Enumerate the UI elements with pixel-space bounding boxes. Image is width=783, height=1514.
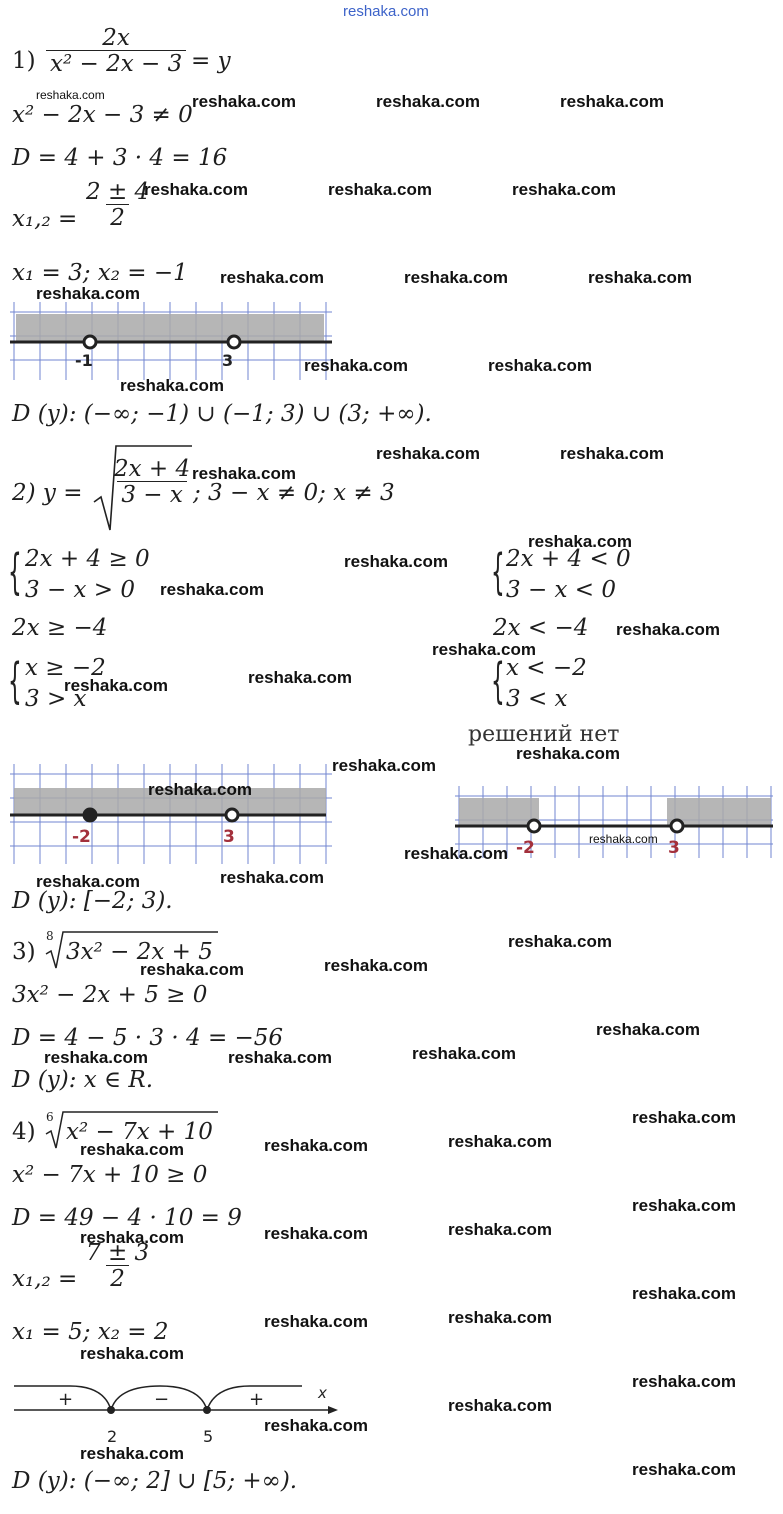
watermark: reshaka.com xyxy=(220,268,324,287)
problem-4-roots-fraction xyxy=(82,1242,153,1291)
system-b2-line-2: 3 < x xyxy=(506,686,568,712)
root-index: 8 xyxy=(46,929,54,943)
watermark: reshaka.com xyxy=(220,868,324,887)
watermark: reshaka.com xyxy=(332,756,436,775)
problem-4-roots-lhs: x₁,₂ = xyxy=(12,1266,78,1292)
fraction-denominator: 2 xyxy=(106,204,129,230)
fraction-denominator: 3 − x xyxy=(117,481,187,507)
problem-2-condition: ; 3 − x ≠ 0; x ≠ 3 xyxy=(193,480,395,506)
axis-arrow xyxy=(328,1406,338,1414)
fraction-numerator: 2x xyxy=(102,25,130,51)
watermark: reshaka.com xyxy=(432,640,536,659)
watermark: reshaka.com xyxy=(140,960,244,979)
open-point xyxy=(84,336,96,348)
watermark: reshaka.com xyxy=(228,1048,332,1067)
system-a-line-2: 3 − x > 0 xyxy=(25,577,136,603)
watermark: reshaka.com xyxy=(264,1136,368,1155)
watermark: reshaka.com xyxy=(632,1196,736,1215)
problem-1-fraction xyxy=(46,27,186,76)
tick-label: 3 xyxy=(668,838,680,858)
problem-2-number-line-a xyxy=(10,764,332,864)
watermark: reshaka.com xyxy=(412,1044,516,1063)
watermark: reshaka.com xyxy=(376,92,480,111)
watermark: reshaka.com xyxy=(632,1284,736,1303)
tick-label: 3 xyxy=(223,827,235,847)
watermark: reshaka.com xyxy=(160,580,264,599)
system-a2-line-2: 3 > x xyxy=(25,686,87,712)
fraction-numerator: 7 ± 3 xyxy=(86,1240,150,1266)
sign-label: + xyxy=(58,1389,74,1410)
watermark: reshaka.com xyxy=(36,872,140,891)
watermark: reshaka.com xyxy=(44,1048,148,1067)
watermark: reshaka.com xyxy=(144,180,248,199)
problem-1-number-line xyxy=(10,302,332,380)
system-b-line-1: 2x + 4 < 0 xyxy=(506,546,631,572)
watermark: reshaka.com xyxy=(324,956,428,975)
problem-2-answer: D (y): [−2; 3). xyxy=(12,888,173,914)
root-index: 6 xyxy=(46,1110,54,1124)
open-point xyxy=(671,820,683,832)
watermark: reshaka.com xyxy=(264,1416,368,1435)
watermark: reshaka.com xyxy=(80,1228,184,1247)
closed-point xyxy=(203,1406,211,1414)
tick-label: 3 xyxy=(222,351,234,370)
brace: { xyxy=(8,544,22,600)
problem-3-discriminant: D = 4 − 5 · 3 · 4 = −56 xyxy=(12,1025,284,1051)
watermark: reshaka.com xyxy=(328,180,432,199)
problem-1-roots: x₁ = 3; x₂ = −1 xyxy=(12,260,188,286)
tick-label: 5 xyxy=(203,1427,214,1446)
fraction-denominator: x² − 2x − 3 xyxy=(46,50,186,76)
system-b-result: 2x < −4 xyxy=(493,615,589,641)
watermark: reshaka.com xyxy=(632,1108,736,1127)
watermark: reshaka.com xyxy=(80,1344,184,1363)
shaded-region-left xyxy=(459,798,539,826)
brace: { xyxy=(8,653,22,709)
site-watermark-top: reshaka.com xyxy=(343,3,429,20)
watermark: reshaka.com xyxy=(632,1372,736,1391)
watermark: reshaka.com xyxy=(264,1224,368,1243)
system-b-line-2: 3 − x < 0 xyxy=(506,577,617,603)
brace: { xyxy=(491,653,505,709)
watermark: reshaka.com xyxy=(80,1444,184,1463)
watermark: reshaka.com xyxy=(560,444,664,463)
closed-point xyxy=(84,809,96,821)
watermark: reshaka.com xyxy=(448,1308,552,1327)
tick-label: 2 xyxy=(107,1427,118,1446)
tick-label: -2 xyxy=(516,838,535,858)
system-a2-line-1: x ≥ −2 xyxy=(25,655,106,681)
problem-1-answer: D (y): (−∞; −1) ∪ (−1; 3) ∪ (3; +∞). xyxy=(12,401,432,427)
brace: { xyxy=(491,544,505,600)
watermark: reshaka.com xyxy=(404,844,508,863)
watermark: reshaka.com xyxy=(404,268,508,287)
watermark: reshaka.com xyxy=(616,620,720,639)
watermark: reshaka.com xyxy=(512,180,616,199)
watermark: reshaka.com xyxy=(488,356,592,375)
watermark: reshaka.com xyxy=(64,676,168,695)
problem-4-number: 4) xyxy=(12,1119,36,1145)
watermark: reshaka.com xyxy=(508,932,612,951)
system-b2-line-1: x < −2 xyxy=(506,655,587,681)
problem-4-sign-chart xyxy=(10,1380,340,1450)
problem-2-lhs: 2) y = xyxy=(12,480,83,506)
watermark: reshaka.com xyxy=(448,1396,552,1415)
open-point xyxy=(228,336,240,348)
watermark: reshaka.com xyxy=(248,668,352,687)
fraction-denominator: 2 xyxy=(106,1265,129,1291)
watermark: reshaka.com xyxy=(304,356,408,375)
watermark: reshaka.com xyxy=(80,1140,184,1159)
watermark: reshaka.com xyxy=(36,284,140,303)
watermark: reshaka.com xyxy=(36,88,105,102)
problem-1-equals: = y xyxy=(191,48,231,74)
problem-3-radicand: 3x² − 2x + 5 xyxy=(66,939,213,965)
watermark: reshaka.com xyxy=(596,1020,700,1039)
watermark: reshaka.com xyxy=(632,1460,736,1479)
fraction-numerator: 2x + 4 xyxy=(114,456,191,482)
watermark: reshaka.com xyxy=(588,268,692,287)
watermark: reshaka.com xyxy=(192,464,296,483)
watermark: reshaka.com xyxy=(589,832,658,846)
tick-label: -1 xyxy=(75,351,93,370)
tick-label: -2 xyxy=(72,827,91,847)
watermark: reshaka.com xyxy=(120,376,224,395)
watermark: reshaka.com xyxy=(528,532,632,551)
watermark: reshaka.com xyxy=(448,1220,552,1239)
problem-1-discriminant: D = 4 + 3 · 4 = 16 xyxy=(12,145,228,171)
problem-3-answer: D (y): x ∈ R. xyxy=(12,1067,153,1093)
no-solutions-label: решений нет xyxy=(468,722,620,747)
system-a-result: 2x ≥ −4 xyxy=(12,615,108,641)
problem-1-roots-fraction xyxy=(82,181,153,230)
axis-label: x xyxy=(318,1384,327,1402)
problem-3-inequality: 3x² − 2x + 5 ≥ 0 xyxy=(12,982,208,1008)
watermark: reshaka.com xyxy=(148,780,252,799)
watermark: reshaka.com xyxy=(376,444,480,463)
watermark: reshaka.com xyxy=(192,92,296,111)
fraction-numerator: 2 ± 4 xyxy=(86,179,150,205)
problem-4-roots: x₁ = 5; x₂ = 2 xyxy=(12,1319,169,1345)
problem-4-inequality: x² − 7x + 10 ≥ 0 xyxy=(12,1162,208,1188)
problem-1-roots-lhs: x₁,₂ = xyxy=(12,206,78,232)
problem-4-answer: D (y): (−∞; 2] ∪ [5; +∞). xyxy=(12,1468,298,1494)
problem-3-number: 3) xyxy=(12,939,36,965)
problem-2-radicand xyxy=(110,458,194,507)
problem-1-number: 1) xyxy=(12,48,36,74)
open-point xyxy=(528,820,540,832)
problem-4-radicand: x² − 7x + 10 xyxy=(66,1119,213,1145)
watermark: reshaka.com xyxy=(560,92,664,111)
open-point xyxy=(226,809,238,821)
closed-point xyxy=(107,1406,115,1414)
system-a-line-1: 2x + 4 ≥ 0 xyxy=(25,546,150,572)
sign-label: + xyxy=(249,1389,265,1410)
sign-label: − xyxy=(154,1389,170,1410)
watermark: reshaka.com xyxy=(264,1312,368,1331)
watermark: reshaka.com xyxy=(448,1132,552,1151)
watermark: reshaka.com xyxy=(516,744,620,763)
problem-1-condition: x² − 2x − 3 ≠ 0 xyxy=(12,102,193,128)
problem-4-discriminant: D = 49 − 4 · 10 = 9 xyxy=(12,1205,242,1231)
shaded-region xyxy=(16,314,324,342)
watermark: reshaka.com xyxy=(344,552,448,571)
